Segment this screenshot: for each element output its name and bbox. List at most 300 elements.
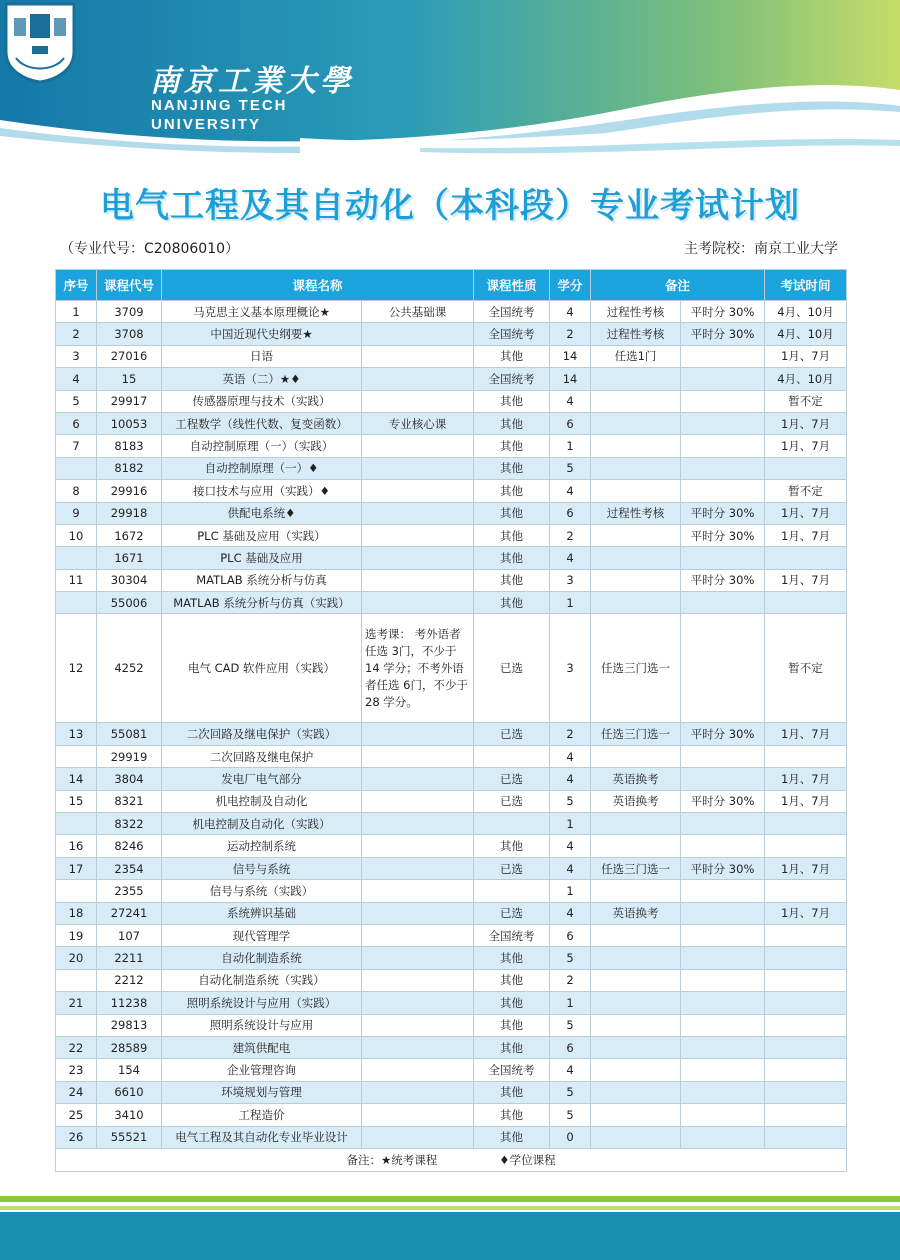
course-category <box>362 924 474 946</box>
course-category <box>362 435 474 457</box>
course-name: PLC 基础及应用（实践） <box>162 524 362 546</box>
credits: 4 <box>550 745 591 767</box>
exam-time: 4月、10月 <box>765 323 847 345</box>
course-category <box>362 1059 474 1081</box>
exam-time: 1月、7月 <box>765 569 847 591</box>
remark: 过程性考核 <box>591 301 681 323</box>
remark <box>591 480 681 502</box>
exam-time: 4月、10月 <box>765 301 847 323</box>
remark: 过程性考核 <box>591 323 681 345</box>
course-code: 27241 <box>97 902 162 924</box>
course-type: 其他 <box>474 435 550 457</box>
course-name: PLC 基础及应用 <box>162 547 362 569</box>
course-name: 中国近现代史纲要★ <box>162 323 362 345</box>
table-row <box>56 924 847 946</box>
course-type: 全国统考 <box>474 1059 550 1081</box>
course-category <box>362 592 474 614</box>
course-type: 其他 <box>474 480 550 502</box>
credits: 4 <box>550 547 591 569</box>
row-index: 4 <box>56 368 97 390</box>
course-code: 1672 <box>97 524 162 546</box>
course-name: 日语 <box>162 345 362 367</box>
exam-time: 1月、7月 <box>765 412 847 434</box>
course-code: 8183 <box>97 435 162 457</box>
course-name: 自动控制原理（一）♦ <box>162 457 362 479</box>
exam-time <box>765 592 847 614</box>
table-row <box>56 301 847 323</box>
credits: 6 <box>550 502 591 524</box>
course-name: 发电厂电气部分 <box>162 768 362 790</box>
remark-note <box>681 480 765 502</box>
remark: 英语换考 <box>591 790 681 812</box>
remark <box>591 368 681 390</box>
row-index: 17 <box>56 857 97 879</box>
header-background <box>0 0 900 160</box>
course-code: 1671 <box>97 547 162 569</box>
credits: 1 <box>550 992 591 1014</box>
remark-note <box>681 1081 765 1103</box>
exam-time <box>765 745 847 767</box>
row-index: 11 <box>56 569 97 591</box>
row-index: 9 <box>56 502 97 524</box>
remark <box>591 992 681 1014</box>
course-type: 其他 <box>474 524 550 546</box>
course-name: 传感器原理与技术（实践） <box>162 390 362 412</box>
course-type <box>474 745 550 767</box>
credits: 1 <box>550 813 591 835</box>
remark-note: 平时分 30% <box>681 790 765 812</box>
university-name-en-line1: NANJING TECH <box>151 97 288 114</box>
credits: 2 <box>550 524 591 546</box>
course-type: 其他 <box>474 502 550 524</box>
table-row <box>56 947 847 969</box>
remark-note <box>681 745 765 767</box>
remark <box>591 1081 681 1103</box>
remark: 过程性考核 <box>591 502 681 524</box>
course-name: 供配电系统♦ <box>162 502 362 524</box>
exam-time <box>765 880 847 902</box>
course-category <box>362 502 474 524</box>
table-row <box>56 1126 847 1148</box>
credits: 1 <box>550 880 591 902</box>
row-index: 1 <box>56 301 97 323</box>
table-row <box>56 390 847 412</box>
remark <box>591 1059 681 1081</box>
course-name: 照明系统设计与应用 <box>162 1014 362 1036</box>
course-code: 29918 <box>97 502 162 524</box>
header-exam-time: 考试时间 <box>765 270 847 301</box>
table-row <box>56 412 847 434</box>
table-row <box>56 768 847 790</box>
course-code: 28589 <box>97 1036 162 1058</box>
remark <box>591 969 681 991</box>
course-type <box>474 813 550 835</box>
page-title: 电气工程及其自动化（本科段）专业考试计划 <box>100 186 800 226</box>
table-row <box>56 457 847 479</box>
table-row <box>56 1104 847 1126</box>
row-index: 14 <box>56 768 97 790</box>
table-row <box>56 1081 847 1103</box>
course-category <box>362 547 474 569</box>
table-row <box>56 969 847 991</box>
row-index <box>56 745 97 767</box>
major-code: （专业代号：C20806010） <box>60 241 240 257</box>
credits: 2 <box>550 723 591 745</box>
course-code: 8321 <box>97 790 162 812</box>
remark <box>591 412 681 434</box>
course-category <box>362 745 474 767</box>
course-category <box>362 768 474 790</box>
remark-note: 平时分 30% <box>681 723 765 745</box>
course-type: 其他 <box>474 947 550 969</box>
footnote-degree-course: ♦学位课程 <box>499 1152 556 1167</box>
exam-time: 1月、7月 <box>765 902 847 924</box>
host-school: 主考院校：南京工业大学 <box>684 241 838 257</box>
course-type: 已选 <box>474 857 550 879</box>
course-category <box>362 835 474 857</box>
course-type: 全国统考 <box>474 301 550 323</box>
course-category <box>362 857 474 879</box>
remark-note <box>681 1126 765 1148</box>
remark-note <box>681 614 765 723</box>
credits: 1 <box>550 592 591 614</box>
table-row <box>56 1036 847 1058</box>
remark-note <box>681 1059 765 1081</box>
course-name: 二次回路及继电保护 <box>162 745 362 767</box>
exam-time: 1月、7月 <box>765 723 847 745</box>
course-category <box>362 390 474 412</box>
row-index: 8 <box>56 480 97 502</box>
exam-time <box>765 835 847 857</box>
credits: 6 <box>550 924 591 946</box>
course-name: 现代管理学 <box>162 924 362 946</box>
remark <box>591 592 681 614</box>
table-row <box>56 723 847 745</box>
course-name: MATLAB 系统分析与仿真（实践） <box>162 592 362 614</box>
table-row <box>56 1059 847 1081</box>
course-type: 其他 <box>474 1014 550 1036</box>
course-type: 已选 <box>474 614 550 723</box>
credits: 4 <box>550 480 591 502</box>
course-category <box>362 723 474 745</box>
exam-time <box>765 1036 847 1058</box>
course-code: 8182 <box>97 457 162 479</box>
table-row <box>56 435 847 457</box>
credits: 14 <box>550 368 591 390</box>
row-index: 19 <box>56 924 97 946</box>
course-code: 55521 <box>97 1126 162 1148</box>
course-category <box>362 813 474 835</box>
row-index: 26 <box>56 1126 97 1148</box>
row-index: 7 <box>56 435 97 457</box>
exam-time <box>765 924 847 946</box>
credits: 6 <box>550 1036 591 1058</box>
remark-note <box>681 1014 765 1036</box>
remark-note <box>681 412 765 434</box>
course-type: 其他 <box>474 835 550 857</box>
exam-time: 1月、7月 <box>765 435 847 457</box>
remark <box>591 547 681 569</box>
table-row <box>56 547 847 569</box>
course-name: 照明系统设计与应用（实践） <box>162 992 362 1014</box>
exam-time: 暂不定 <box>765 390 847 412</box>
footnote-unified-exam: 备注：★统考课程 <box>346 1152 438 1167</box>
table-row <box>56 1014 847 1036</box>
exam-time <box>765 457 847 479</box>
university-logo <box>0 0 80 84</box>
remark-note <box>681 390 765 412</box>
course-code: 6610 <box>97 1081 162 1103</box>
table-row <box>56 368 847 390</box>
remark-note: 平时分 30% <box>681 569 765 591</box>
header-course-name: 课程名称 <box>162 270 474 301</box>
course-type: 已选 <box>474 790 550 812</box>
course-code: 8246 <box>97 835 162 857</box>
course-type: 其他 <box>474 345 550 367</box>
table-row <box>56 745 847 767</box>
remark-note <box>681 1036 765 1058</box>
table-row <box>56 480 847 502</box>
course-name: 自动化制造系统（实践） <box>162 969 362 991</box>
credits: 0 <box>550 1126 591 1148</box>
credits: 4 <box>550 768 591 790</box>
table-row <box>56 880 847 902</box>
course-type: 其他 <box>474 969 550 991</box>
course-name: MATLAB 系统分析与仿真 <box>162 569 362 591</box>
remark <box>591 745 681 767</box>
course-name: 自动化制造系统 <box>162 947 362 969</box>
table-row <box>56 524 847 546</box>
remark <box>591 457 681 479</box>
remark <box>591 947 681 969</box>
course-code: 29917 <box>97 390 162 412</box>
credits: 3 <box>550 569 591 591</box>
course-type: 其他 <box>474 1126 550 1148</box>
credits: 4 <box>550 857 591 879</box>
course-type: 全国统考 <box>474 924 550 946</box>
row-index <box>56 813 97 835</box>
remark <box>591 1036 681 1058</box>
exam-time: 1月、7月 <box>765 857 847 879</box>
remark-note <box>681 902 765 924</box>
course-type: 已选 <box>474 902 550 924</box>
exam-time: 1月、7月 <box>765 502 847 524</box>
credits: 5 <box>550 1081 591 1103</box>
remark-note <box>681 880 765 902</box>
course-code: 15 <box>97 368 162 390</box>
course-code: 3410 <box>97 1104 162 1126</box>
remark-note <box>681 368 765 390</box>
course-code: 8322 <box>97 813 162 835</box>
course-code: 2354 <box>97 857 162 879</box>
exam-time <box>765 1081 847 1103</box>
row-index: 23 <box>56 1059 97 1081</box>
course-name: 机电控制及自动化 <box>162 790 362 812</box>
row-index: 13 <box>56 723 97 745</box>
remark-note: 平时分 30% <box>681 857 765 879</box>
remark <box>591 524 681 546</box>
course-code: 30304 <box>97 569 162 591</box>
course-code: 107 <box>97 924 162 946</box>
exam-time: 暂不定 <box>765 614 847 723</box>
exam-time <box>765 947 847 969</box>
row-index: 16 <box>56 835 97 857</box>
course-category: 公共基础课 <box>362 301 474 323</box>
remark-note <box>681 992 765 1014</box>
course-category <box>362 969 474 991</box>
course-category <box>362 992 474 1014</box>
course-category <box>362 1014 474 1036</box>
course-code: 55006 <box>97 592 162 614</box>
header-index: 序号 <box>56 270 97 301</box>
course-code: 10053 <box>97 412 162 434</box>
remark-note <box>681 435 765 457</box>
course-category <box>362 345 474 367</box>
exam-time <box>765 969 847 991</box>
course-code: 29919 <box>97 745 162 767</box>
course-code: 55081 <box>97 723 162 745</box>
remark-note <box>681 768 765 790</box>
row-index <box>56 457 97 479</box>
remark-note <box>681 547 765 569</box>
course-type: 其他 <box>474 547 550 569</box>
course-name: 运动控制系统 <box>162 835 362 857</box>
row-index: 24 <box>56 1081 97 1103</box>
remark-note <box>681 947 765 969</box>
row-index <box>56 1014 97 1036</box>
footnote-row <box>56 1148 847 1171</box>
remark-note: 平时分 30% <box>681 301 765 323</box>
credits: 3 <box>550 614 591 723</box>
course-name: 工程数学（线性代数、复变函数） <box>162 412 362 434</box>
course-type: 其他 <box>474 1081 550 1103</box>
course-category <box>362 880 474 902</box>
remark <box>591 390 681 412</box>
table-row <box>56 790 847 812</box>
course-type: 其他 <box>474 1104 550 1126</box>
course-category <box>362 368 474 390</box>
exam-time: 暂不定 <box>765 480 847 502</box>
credits: 5 <box>550 790 591 812</box>
course-code: 2211 <box>97 947 162 969</box>
remark: 英语换考 <box>591 768 681 790</box>
course-type: 已选 <box>474 723 550 745</box>
exam-time: 1月、7月 <box>765 790 847 812</box>
course-category <box>362 947 474 969</box>
exam-time <box>765 1126 847 1148</box>
university-name-cn: 南京工業大學 <box>150 64 354 99</box>
course-name: 马克思主义基本原理概论★ <box>162 301 362 323</box>
course-category <box>362 1104 474 1126</box>
row-index: 18 <box>56 902 97 924</box>
credits: 2 <box>550 969 591 991</box>
course-name: 系统辨识基础 <box>162 902 362 924</box>
university-name-en-line2: UNIVERSITY <box>151 116 262 133</box>
course-type: 已选 <box>474 768 550 790</box>
remark-note <box>681 969 765 991</box>
course-category <box>362 524 474 546</box>
remark-note <box>681 835 765 857</box>
header-credits: 学分 <box>550 270 591 301</box>
course-name: 电气 CAD 软件应用（实践） <box>162 614 362 723</box>
remark: 任选三门选一 <box>591 723 681 745</box>
course-type: 其他 <box>474 992 550 1014</box>
table-row <box>56 813 847 835</box>
course-type: 其他 <box>474 1036 550 1058</box>
exam-time: 4月、10月 <box>765 368 847 390</box>
course-name: 英语（二）★♦ <box>162 368 362 390</box>
course-type: 全国统考 <box>474 368 550 390</box>
remark <box>591 435 681 457</box>
remark-note <box>681 345 765 367</box>
table-row <box>56 592 847 614</box>
exam-time: 1月、7月 <box>765 524 847 546</box>
course-category: 专业核心课 <box>362 412 474 434</box>
credits: 1 <box>550 435 591 457</box>
course-category <box>362 790 474 812</box>
remark <box>591 835 681 857</box>
table-row <box>56 502 847 524</box>
footer-band <box>0 1196 900 1260</box>
table-row <box>56 992 847 1014</box>
remark: 任选三门选一 <box>591 614 681 723</box>
credits: 14 <box>550 345 591 367</box>
course-type <box>474 880 550 902</box>
table-row <box>56 323 847 345</box>
remark: 英语换考 <box>591 902 681 924</box>
remark-note <box>681 1104 765 1126</box>
credits: 4 <box>550 902 591 924</box>
remark-note <box>681 924 765 946</box>
course-code: 2212 <box>97 969 162 991</box>
row-index: 2 <box>56 323 97 345</box>
remark: 任选三门选一 <box>591 857 681 879</box>
credits: 4 <box>550 1059 591 1081</box>
table-row <box>56 569 847 591</box>
row-index: 3 <box>56 345 97 367</box>
course-category <box>362 480 474 502</box>
course-category <box>362 569 474 591</box>
course-name: 机电控制及自动化（实践） <box>162 813 362 835</box>
credits: 2 <box>550 323 591 345</box>
header-course-code: 课程代号 <box>97 270 162 301</box>
course-category <box>362 323 474 345</box>
row-index <box>56 547 97 569</box>
course-type: 其他 <box>474 569 550 591</box>
credits: 5 <box>550 457 591 479</box>
remark <box>591 569 681 591</box>
course-code: 2355 <box>97 880 162 902</box>
exam-time <box>765 1104 847 1126</box>
course-type: 其他 <box>474 592 550 614</box>
exam-time: 1月、7月 <box>765 768 847 790</box>
course-code: 29916 <box>97 480 162 502</box>
course-category <box>362 902 474 924</box>
remark-note: 平时分 30% <box>681 323 765 345</box>
exam-time <box>765 547 847 569</box>
course-type: 其他 <box>474 390 550 412</box>
header-banner <box>0 0 900 160</box>
exam-time <box>765 813 847 835</box>
course-name: 建筑供配电 <box>162 1036 362 1058</box>
course-name: 环境规划与管理 <box>162 1081 362 1103</box>
credits: 4 <box>550 390 591 412</box>
course-name: 接口技术与应用（实践）♦ <box>162 480 362 502</box>
credits: 5 <box>550 1014 591 1036</box>
header-remarks: 备注 <box>591 270 765 301</box>
course-name: 信号与系统 <box>162 857 362 879</box>
course-name: 企业管理咨询 <box>162 1059 362 1081</box>
